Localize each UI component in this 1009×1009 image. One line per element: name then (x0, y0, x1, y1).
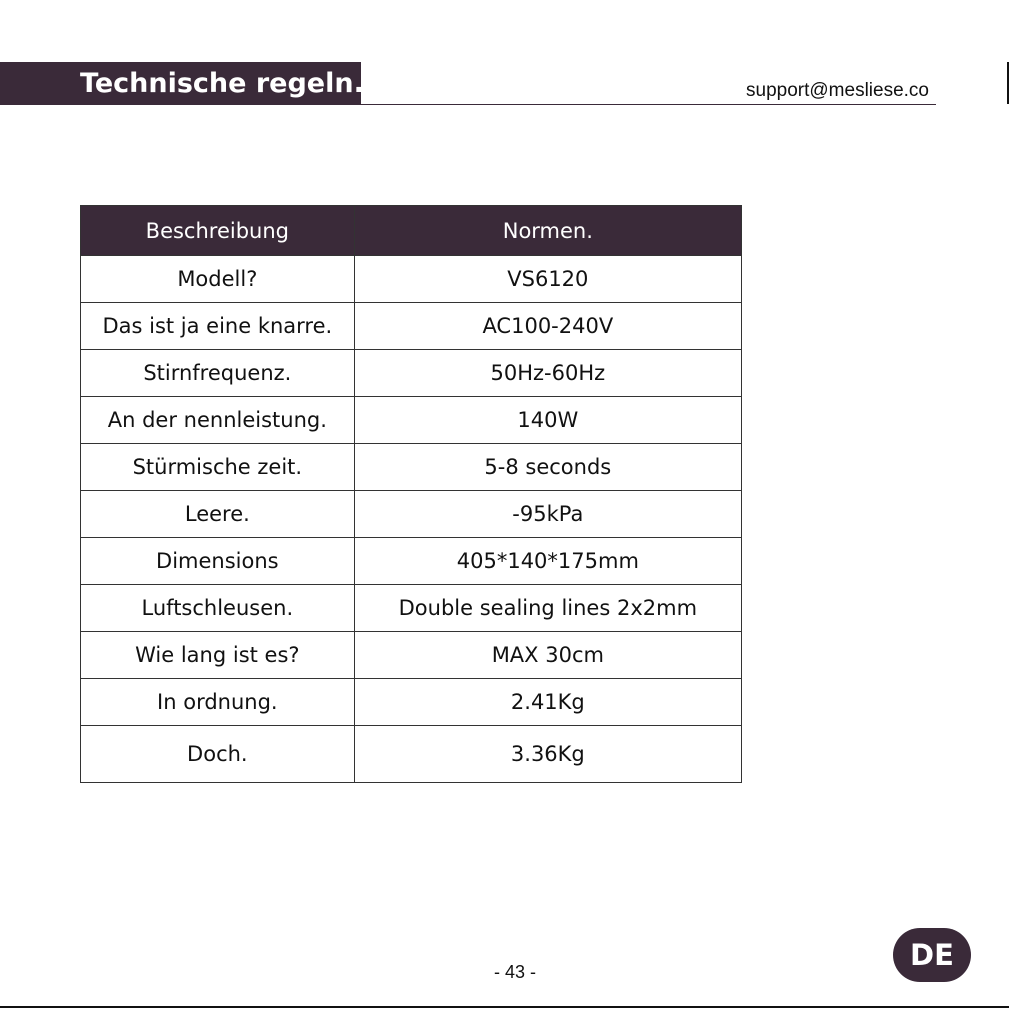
row-value: 140W (354, 397, 741, 444)
row-value: 2.41Kg (354, 679, 741, 726)
footer-rule (0, 1006, 1009, 1008)
row-value: -95kPa (354, 491, 741, 538)
table-header-row (81, 206, 742, 256)
row-label: Modell? (81, 256, 355, 303)
row-value: 3.36Kg (354, 726, 741, 783)
row-label: Luftschleusen. (81, 585, 355, 632)
row-label: Leere. (81, 491, 355, 538)
table-row (81, 397, 742, 444)
header-description: Beschreibung (81, 206, 355, 256)
header-norms: Normen. (354, 206, 741, 256)
support-email: support@mesliese.co (746, 80, 929, 101)
table-row (81, 303, 742, 350)
row-label: Das ist ja eine knarre. (81, 303, 355, 350)
row-label: Doch. (81, 726, 355, 783)
page-number: - 43 - (493, 962, 536, 982)
row-label: An der nennleistung. (81, 397, 355, 444)
table-row (81, 585, 742, 632)
table-row (81, 350, 742, 397)
section-title: Technische regeln. (80, 68, 364, 99)
table-row (81, 726, 742, 783)
row-value: AC100-240V (354, 303, 741, 350)
table-row (81, 256, 742, 303)
row-value: VS6120 (354, 256, 741, 303)
header-rule (361, 104, 936, 105)
row-label: Dimensions (81, 538, 355, 585)
table-row (81, 679, 742, 726)
table-row (81, 444, 742, 491)
row-value: 405*140*175mm (354, 538, 741, 585)
row-label: In ordnung. (81, 679, 355, 726)
table-row (81, 491, 742, 538)
row-label: Stürmische zeit. (81, 444, 355, 491)
table-row (81, 538, 742, 585)
section-title-bar (0, 62, 364, 105)
table-row (81, 632, 742, 679)
language-badge: DE (893, 928, 971, 982)
row-value: 50Hz-60Hz (354, 350, 741, 397)
row-label: Wie lang ist es? (81, 632, 355, 679)
spec-table (80, 205, 742, 783)
row-value: 5-8 seconds (354, 444, 741, 491)
row-label: Stirnfrequenz. (81, 350, 355, 397)
row-value: MAX 30cm (354, 632, 741, 679)
row-value: Double sealing lines 2x2mm (354, 585, 741, 632)
